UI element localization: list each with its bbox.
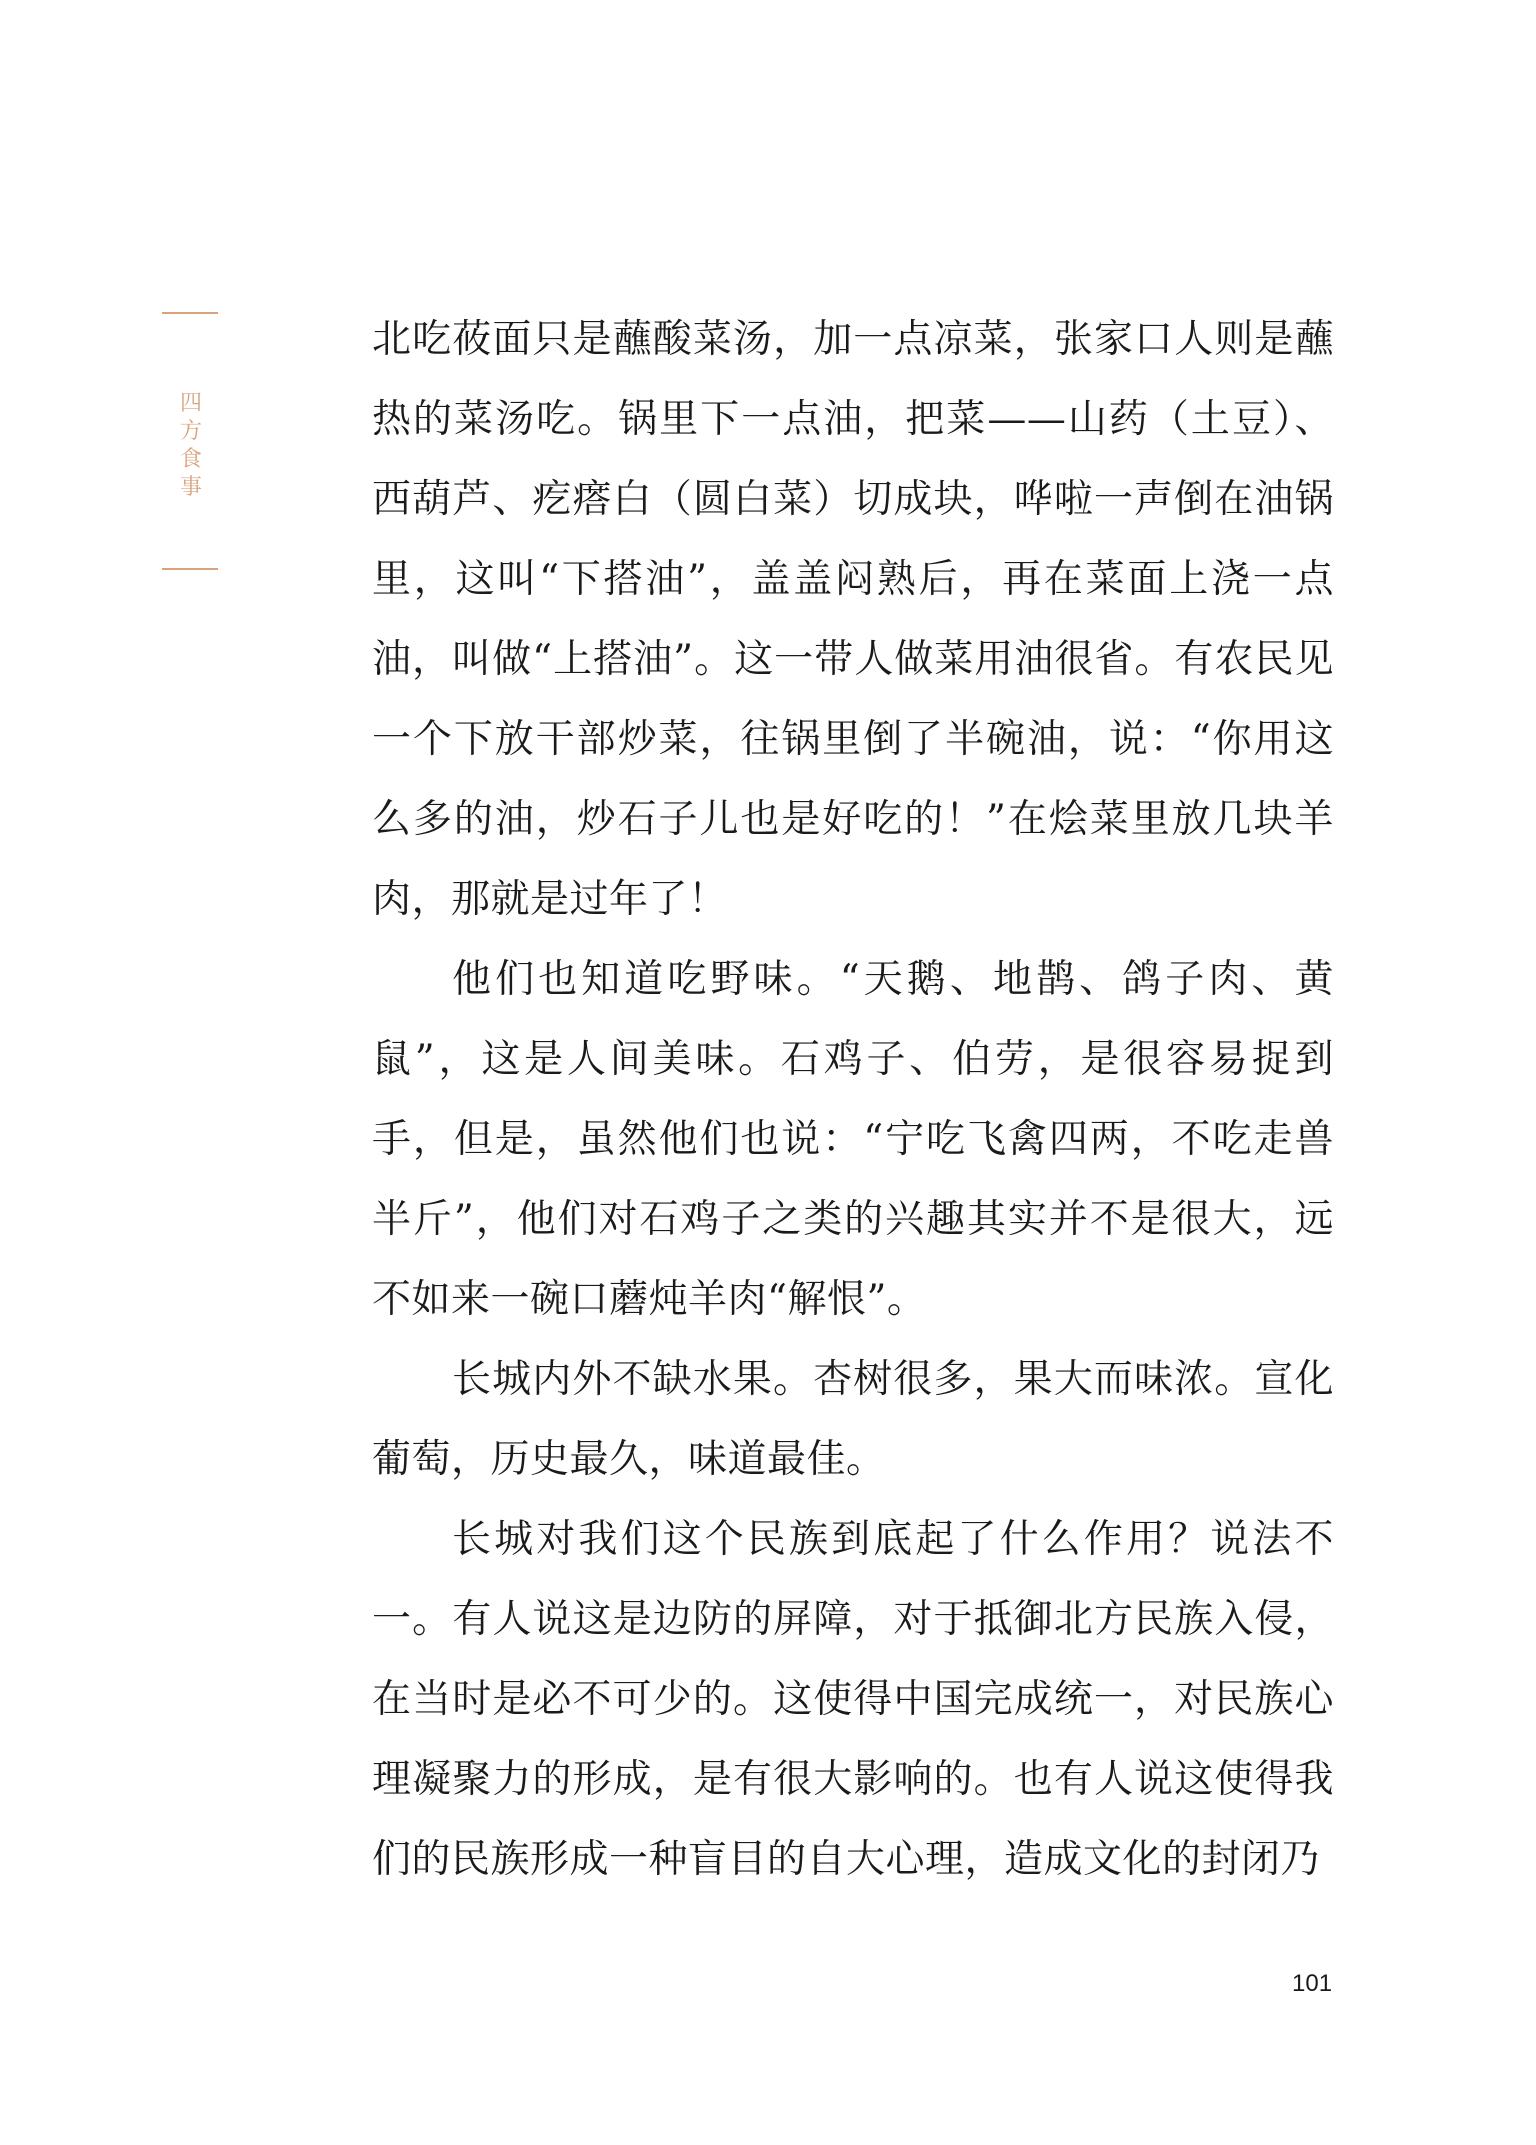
body-text xyxy=(372,300,1334,1900)
sidebar-top-rule xyxy=(162,312,218,314)
page-number: 101 xyxy=(1292,1970,1333,1997)
paragraph-3: 长城内外不缺水果。杏树很多，果大而味浓。宣化葡萄，历史最久，味道最佳。 xyxy=(372,1357,1334,1482)
paragraph-2: 他们也知道吃野味。“天鹅、地鹊、鸽子肉、黄鼠”，这是人间美味。石鸡子、伯劳，是很容易捉到手，但是，虽然他们也说：“宁吃飞禽四两，不吃走兽半斤”，他们对石鸡子之类的兴趣其实并不是很大，远不如来一碗口蘑炖羊肉“解恨”。 xyxy=(372,957,1334,1322)
running-book-title: 四方食事 xyxy=(179,391,202,500)
sidebar-bottom-rule xyxy=(162,568,218,570)
paragraph-4: 长城对我们这个民族到底起了什么作用？说法不一。有人说这是边防的屏障，对于抵御北方民族入侵，在当时是必不可少的。这使得中国完成统一，对民族心理凝聚力的形成，是有很大影响的。也有人说这使得我们的民族形成一种盲目的自大心理，造成文化的封闭乃 xyxy=(372,1517,1334,1882)
paragraph-1: 北吃莜面只是蘸酸菜汤，加一点凉菜，张家口人则是蘸热的菜汤吃。锅里下一点油，把菜——山药（土豆）、西葫芦、疙瘩白（圆白菜）切成块，哗啦一声倒在油锅里，这叫“下搭油”，盖盖闷熟后，再在菜面上浇一点油，叫做“上搭油”。这一带人做菜用油很省。有农民见一个下放干部炒菜，往锅里倒了半碗油，说：“你用这么多的油，炒石子儿也是好吃的！”在烩菜里放几块羊肉，那就是过年了！ xyxy=(372,317,1334,922)
